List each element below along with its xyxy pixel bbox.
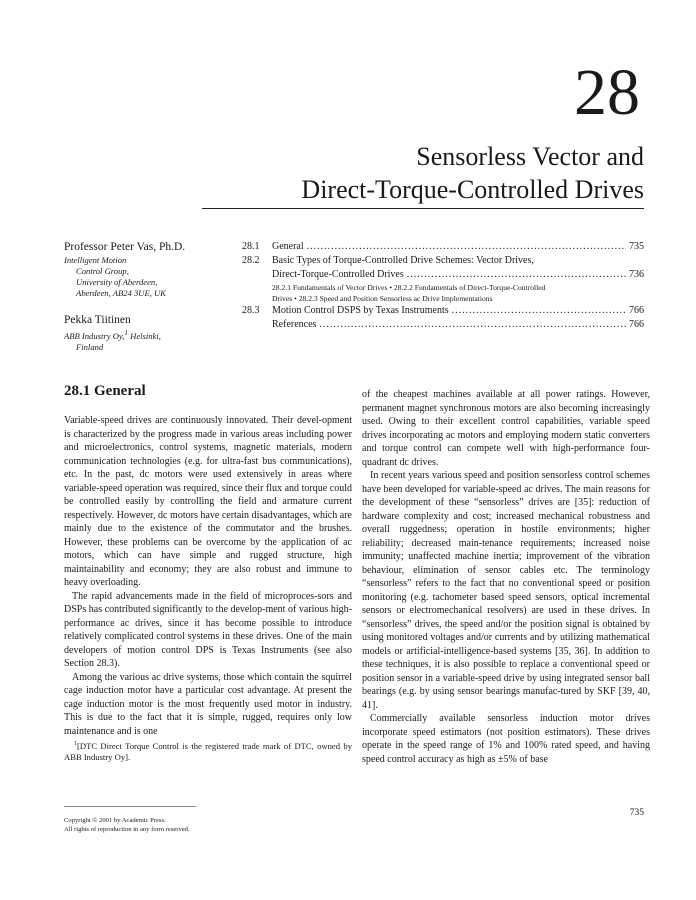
author-name: Professor Peter Vas, Ph.D.	[64, 241, 186, 253]
toc-page: 735	[629, 241, 644, 252]
body-paragraph: The rapid advancements made in the field of microproces-sors and DSPs has contributed significantly to the develop-ment of various high-performance ac drives, since it has become possible to introduce relatively complicated control systems in these drives. One of the main developers of motion control DPS is Texas Instruments (see also Section 28.3).	[64, 590, 352, 669]
affiliation-line: Finland	[76, 341, 104, 352]
page-number: 735	[629, 808, 644, 818]
footnote-marker: 1	[124, 329, 128, 337]
footer-rule	[64, 806, 196, 807]
affiliation-line: Control Group,	[76, 266, 129, 276]
footnote-text: [DTC Direct Torque Control is the registered trade mark of DTC, owned by ABB Industry Oy].	[64, 740, 352, 763]
author-vas	[64, 240, 234, 299]
section-heading: 28.1 General	[64, 383, 146, 399]
left-column	[64, 382, 352, 738]
body-paragraph: In recent years various speed and position sensorless control schemes have been developed for variable-speed ac drives. The main reasons for the development of these “sensorless” drives are [35]: reduction of hardware complexity and cost; increased mechanical robustness and overall ruggedness; operation in hostile environments; higher reliability; decreased main-tenance requirements; increased noise immunity; unaffected machine inertia; improvement of the vibration behaviour, elimination of sensor cables etc. The terminology “sensorless” refers to the fact that no conventional speed or position monitoring (e.g. tachometer based speed sensors, optical incremental sensors or electromechanical resolvers) are used in these drives. In “sensorless” drives, the speed and/or the position signal is obtained by using monitored voltages and/or currents and by utilizing mathematical models or artificial-intelligence-based systems [35, 36]. In addition to these techniques, it is also possible to replace a conventional speed or position sensor in a variable-speed drive by using integrated sensor ball bearings (e.g. by using sensor bearings manufac-tured by SKF [39, 40, 41].	[362, 470, 650, 711]
toc-page: 766	[629, 305, 644, 316]
toc-leader	[407, 268, 626, 282]
affiliation-line: Helsinki,	[130, 330, 161, 341]
chapter-number: 28	[574, 56, 640, 129]
toc-title: Motion Control DSPS by Texas Instruments	[272, 305, 449, 316]
affiliation-line: ABB Industry Oy,	[64, 330, 125, 341]
toc-title: Basic Types of Torque-Controlled Drive Schemes: Vector Drives,	[272, 255, 534, 266]
toc-entry-references[interactable]	[242, 318, 644, 332]
toc-entry-28-2[interactable]	[242, 254, 644, 304]
chapter-title-line-1: Sensorless Vector and	[416, 142, 644, 171]
toc-title: General	[272, 241, 304, 252]
affiliation-line: University of Aberdeen,	[76, 277, 158, 287]
toc-page: 766	[629, 319, 644, 330]
footnote	[64, 739, 352, 764]
table-of-contents	[242, 240, 644, 332]
affiliation-line: Intelligent Motion	[64, 255, 127, 265]
author-tiitinen	[64, 313, 234, 353]
toc-number: 28.3	[242, 305, 260, 316]
author-name: Pekka Tiitinen	[64, 314, 131, 326]
toc-leader	[319, 318, 626, 332]
author-affiliation	[64, 255, 234, 299]
toc-leader	[307, 240, 626, 254]
body-paragraph: of the cheapest machines available at all power ratings. However, permanent magnet synchronous motors are also becoming increasingly used. Owing to their excellent control capabilities, variable speed drives incorporating ac motors and employing modern static converters and torque control can compete well with high-performance four-quadrant dc drives.	[362, 389, 650, 468]
body-paragraph: Commercially available sensorless induction motor drives incorporate speed estimators (not position estimators). These drives operate in the speed range of 1% and 100% rated speed, and having speed control accuracy as high as ±5% of base	[362, 713, 650, 765]
toc-entry-28-1[interactable]	[242, 240, 644, 254]
chapter-title-line-2: Direct-Torque-Controlled Drives	[301, 175, 644, 204]
toc-subentries: Drives • 28.2.3 Speed and Position Sensorless ac Drive Implementations	[272, 294, 493, 303]
author-list	[64, 240, 234, 353]
toc-number: 28.2	[242, 255, 260, 266]
body-paragraph: Among the various ac drive systems, those which contain the squirrel cage induction motor have a particular cost advantage. At present the cage induction motor is the most frequently used motor in industry. This is due to the fact that it is simple, rugged, requires only low maintenance and is one	[64, 671, 352, 737]
body-paragraph: Variable-speed drives are continuously innovated. Their devel-opment is characterized by the progress made in various areas including power and microelectronics, control systems, magnetic materials, modern communication technologies (e.g. for ultra-fast bus communications), etc. In the past, dc motors were used extensively in areas where variable-speed operation was required, since their flux and torque could be controlled easily by controlling the field and armature current respectively. However, dc motors have certain disadvantages, which are mainly due to the existence of the commutator and the brushes. However, these problems can be overcome by the application of ac motors, which can have simple and rugged structure, high maintainability and economy; they are also robust and immune to heavy overloading.	[64, 415, 352, 588]
author-affiliation	[64, 328, 234, 353]
toc-number: 28.1	[242, 241, 260, 252]
chapter-title	[301, 140, 644, 206]
title-rule	[202, 208, 644, 209]
toc-leader	[452, 304, 626, 318]
toc-subentries: 28.2.1 Fundamentals of Vector Drives • 28.2.2 Fundamentals of Direct-Torque-Controlled	[272, 283, 546, 292]
toc-page: 736	[629, 269, 644, 280]
copyright-line: All rights of reproduction in any form reserved.	[64, 826, 190, 833]
affiliation-line: Aberdeen, AB24 3UE, UK	[76, 288, 166, 298]
copyright-notice	[64, 816, 304, 834]
toc-title-cont: Direct-Torque-Controlled Drives	[272, 269, 404, 280]
toc-title: References	[272, 319, 317, 330]
footnote-marker: 1	[74, 741, 77, 747]
toc-entry-28-3[interactable]	[242, 304, 644, 318]
copyright-line: Copyright © 2001 by Academic Press.	[64, 817, 166, 824]
right-column	[362, 388, 650, 766]
